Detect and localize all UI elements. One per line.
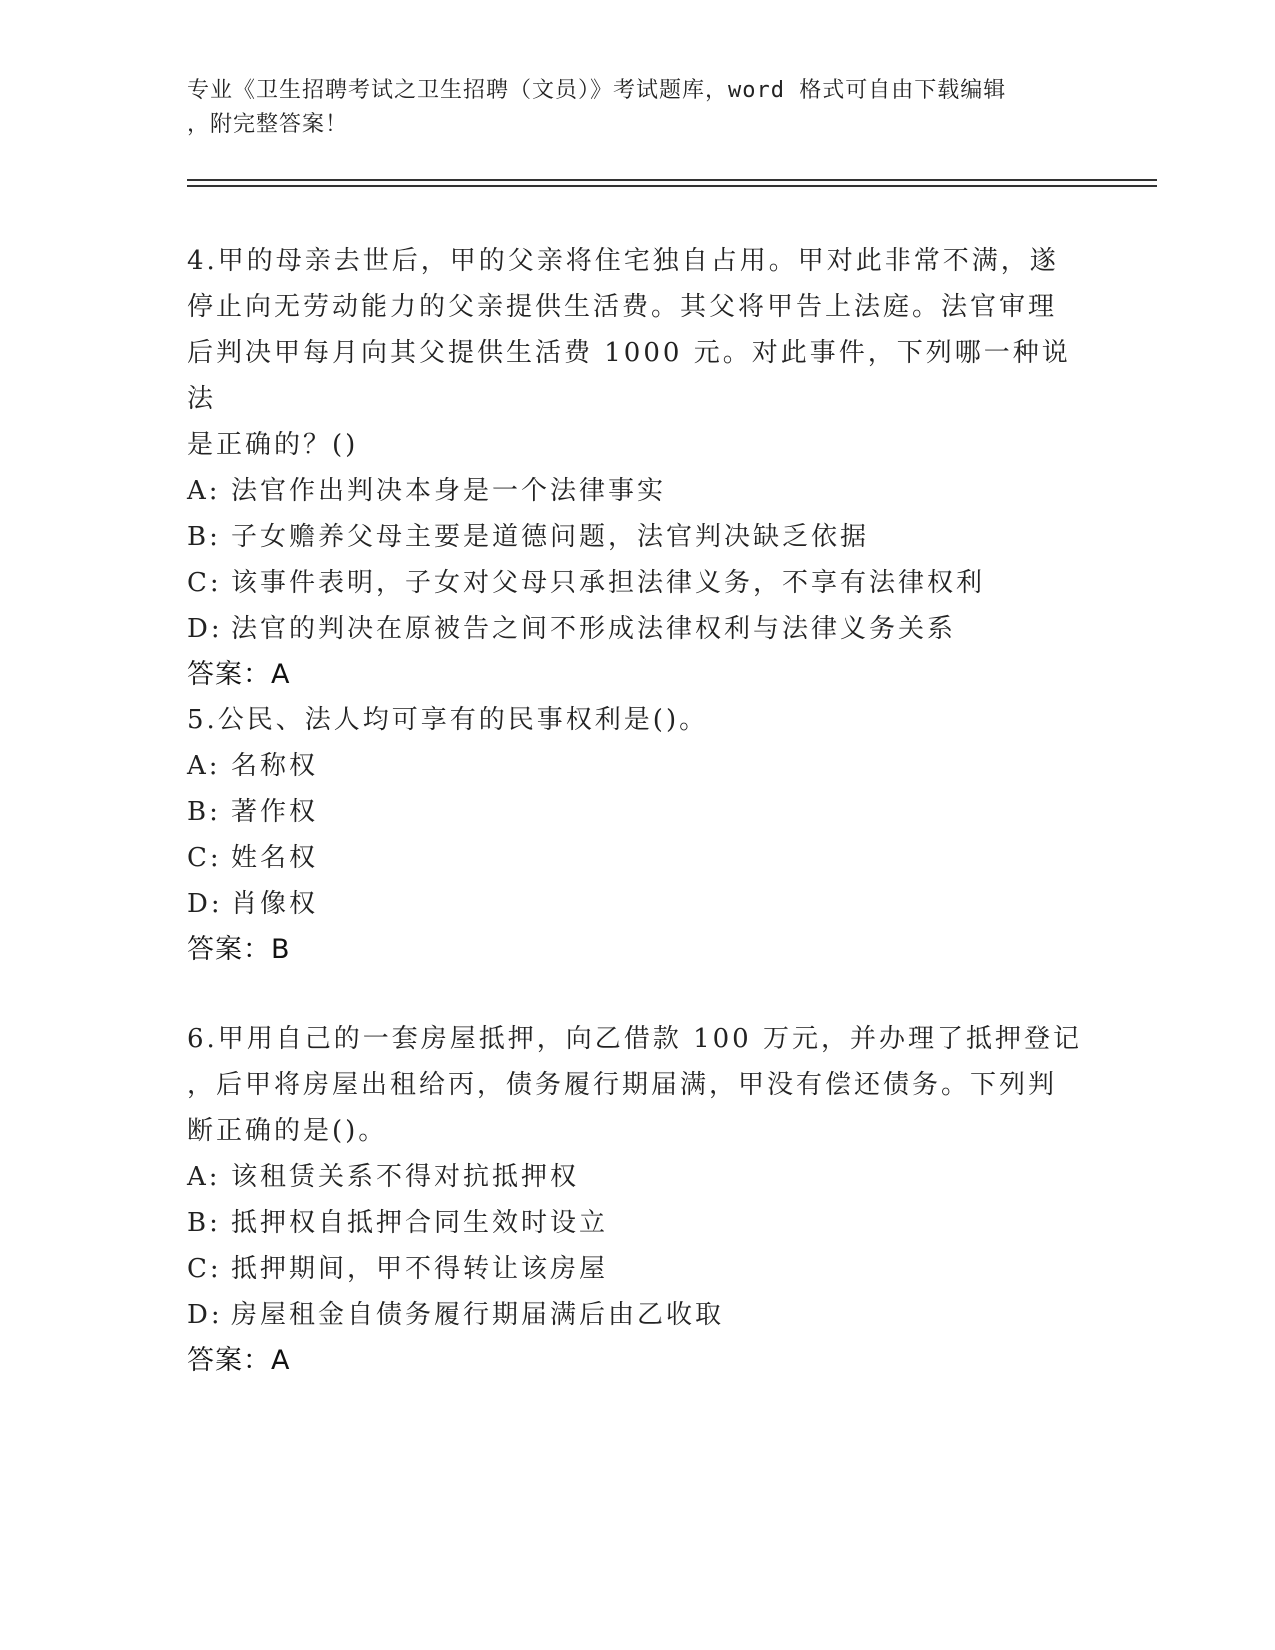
option-b bbox=[187, 1200, 1087, 1246]
option-d bbox=[187, 1292, 1087, 1338]
question-stem-line: 4.甲的母亲去世后，甲的父亲将住宅独自占用。甲对此非常不满，遂 bbox=[187, 246, 1059, 276]
option-c bbox=[187, 835, 1087, 881]
option-text: 著作权 bbox=[231, 797, 319, 827]
option-text: 名称权 bbox=[231, 751, 319, 781]
header-line-2: ，附完整答案！ bbox=[187, 112, 349, 137]
option-a bbox=[187, 1154, 1087, 1200]
header-divider-bottom bbox=[187, 185, 1157, 187]
question-stem-line: 停止向无劳动能力的父亲提供生活费。其父将甲告上法庭。法官审理 bbox=[187, 292, 1058, 322]
question-stem-line: 断正确的是()。 bbox=[187, 1116, 388, 1146]
option-key: C: bbox=[187, 843, 222, 873]
option-a bbox=[187, 468, 1087, 514]
option-key: D: bbox=[187, 889, 223, 919]
answer-line: 答案：A bbox=[187, 659, 291, 690]
option-text: 该租赁关系不得对抗抵押权 bbox=[231, 1162, 580, 1192]
question-block bbox=[187, 238, 1087, 698]
document-header bbox=[187, 74, 1087, 142]
option-key: C: bbox=[187, 1254, 222, 1284]
option-text: 法官作出判决本身是一个法律事实 bbox=[231, 476, 667, 506]
option-text: 法官的判决在原被告之间不形成法律权利与法律义务关系 bbox=[231, 614, 957, 644]
option-c bbox=[187, 560, 1087, 606]
option-b bbox=[187, 514, 1087, 560]
option-key: D: bbox=[187, 1300, 223, 1330]
option-b bbox=[187, 789, 1087, 835]
option-key: B: bbox=[187, 522, 221, 552]
option-d bbox=[187, 606, 1087, 652]
option-key: A: bbox=[187, 1162, 221, 1192]
option-key: A: bbox=[187, 476, 221, 506]
option-c bbox=[187, 1246, 1087, 1292]
question-stem-line: 后判决甲每月向其父提供生活费 1000 元。对此事件，下列哪一种说法 bbox=[187, 338, 1071, 414]
question-block bbox=[187, 1016, 1087, 1384]
option-key: D: bbox=[187, 614, 223, 644]
answer-line: 答案：B bbox=[187, 934, 291, 965]
option-key: A: bbox=[187, 751, 221, 781]
option-key: C: bbox=[187, 568, 222, 598]
header-divider-top bbox=[187, 179, 1157, 181]
option-text: 抵押权自抵押合同生效时设立 bbox=[231, 1208, 609, 1238]
question-stem-line: ，后甲将房屋出租给丙，债务履行期届满，甲没有偿还债务。下列判 bbox=[187, 1070, 1058, 1100]
header-line-1: 专业《卫生招聘考试之卫生招聘（文员）》考试题库，word 格式可自由下载编辑 bbox=[187, 78, 1007, 103]
option-a bbox=[187, 743, 1087, 789]
option-d bbox=[187, 881, 1087, 927]
question-block bbox=[187, 697, 1087, 973]
question-stem-line: 是正确的？() bbox=[187, 430, 359, 460]
answer-line: 答案：A bbox=[187, 1345, 291, 1376]
option-text: 该事件表明，子女对父母只承担法律义务，不享有法律权利 bbox=[231, 568, 986, 598]
question-stem-line: 6.甲用自己的一套房屋抵押，向乙借款 100 万元，并办理了抵押登记 bbox=[187, 1024, 1082, 1054]
option-text: 姓名权 bbox=[231, 843, 319, 873]
option-key: B: bbox=[187, 797, 221, 827]
question-stem-line: 5.公民、法人均可享有的民事权利是()。 bbox=[187, 705, 709, 735]
option-text: 子女赡养父母主要是道德问题，法官判决缺乏依据 bbox=[231, 522, 870, 552]
option-text: 房屋租金自债务履行期届满后由乙收取 bbox=[231, 1300, 725, 1330]
option-text: 肖像权 bbox=[231, 889, 319, 919]
option-text: 抵押期间，甲不得转让该房屋 bbox=[231, 1254, 609, 1284]
option-key: B: bbox=[187, 1208, 221, 1238]
